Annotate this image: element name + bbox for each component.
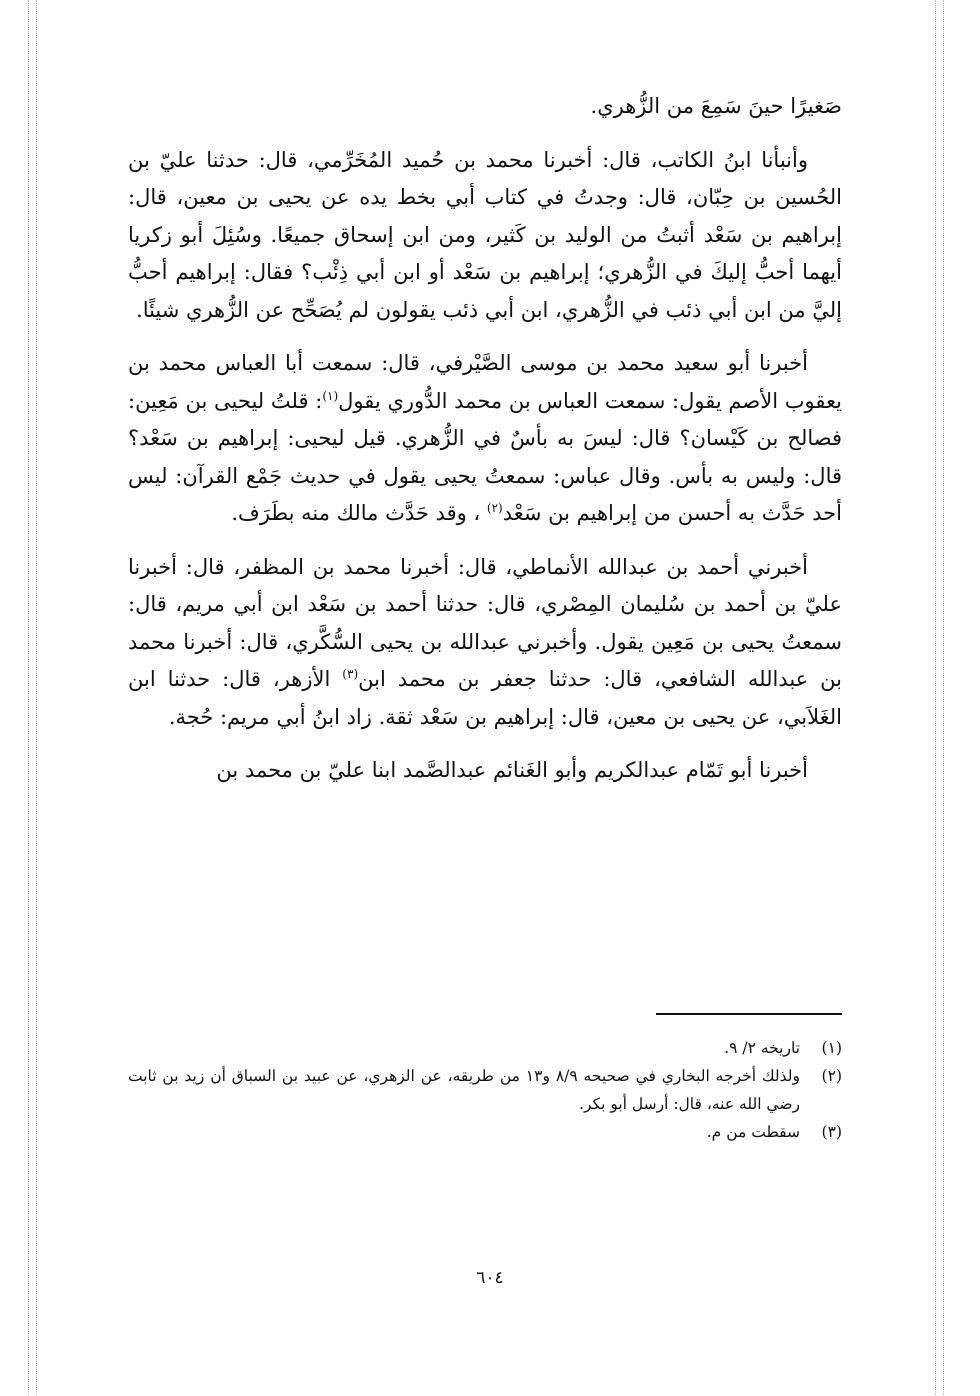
left-margin-guide: [28, 0, 29, 1396]
paragraph-5: أخبرنا أبو تَمّام عبدالكريم وأبو الغَنائم عبدالصَّمد ابنا عليّ بن محمد بن: [216, 758, 808, 782]
left-margin-guide-inner: [36, 0, 37, 1396]
footnote-separator: [656, 1013, 842, 1015]
paragraph-3-part-2: : قلتُ ليحيى بن مَعِين: فصالح بن كَيْسان؟ قال: ليسَ به بأسٌ في الزُّهري. قيل ليحيى: إبراهيم بن سَعْد؟ قال: وليس به بأس. وقال عباس: سمعتُ يحيى يقول في حديث جَمْع القرآن: ليس أحد حَدَّث به أحسن من إبراهيم بن سَعْد: [128, 388, 843, 525]
footnote-3: [128, 1118, 842, 1146]
right-margin-guide-inner: [943, 0, 944, 1396]
footnote-2-text: ولذلك أخرجه البخاري في صحيحه ٨/٩ و١٣ من طريقه، عن الزهري، عن عبيد بن السباق أن زيد بن ثابت رضي الله عنه، قال: أرسل أبو بكر.: [128, 1067, 801, 1113]
footnote-2: [128, 1062, 842, 1118]
footnote-1-text: تاريخه ٢/ ٩.: [724, 1039, 800, 1057]
page-number: ٦٠٤: [476, 1268, 504, 1288]
footnotes: [128, 1034, 842, 1146]
footnote-2-number: (٢): [821, 1067, 842, 1085]
main-text: [128, 88, 842, 806]
paragraph-4: [128, 549, 842, 737]
footnote-3-number: (٣): [821, 1123, 842, 1141]
paragraph-3-part-1: أخبرنا أبو سعيد محمد بن موسى الصَّيْرفي، قال: سمعت أبا العباس محمد بن يعقوب الأصم يقول: سمعت العباس بن محمد الدُّوري يقول: [128, 351, 842, 413]
right-margin-guide: [935, 0, 936, 1396]
footnote-3-text: سقطت من م.: [706, 1123, 800, 1141]
paragraph-1: صَغيرًا حينَ سَمِعَ من الزُّهري.: [590, 94, 842, 118]
paragraph-2: وأنبأنا ابنُ الكاتب، قال: أخبرنا محمد بن حُميد المُخَرِّمي، قال: حدثنا عليّ بن الحُسين بن حِبّان، قال: وجدتُ في كتاب أبي بخط يده عن يحيى بن معين، قال: إبراهيم بن سَعْد أثبتُ من الوليد بن كَثير، ومن ابن إسحاق جميعًا. وسُئِلَ أبو زكريا أيهما أحبُّ إليكَ في الزُّهري؛ إبراهيم بن سَعْد أو ابن أبي ذِئْب؟ فقال: إبراهيم أحبُّ إليَّ من ابن أبي ذئب في الزُّهري، ابن أبي ذئب يقولون لم يُصَحِّح عن الزُّهري شيئًا.: [128, 147, 842, 322]
footnote-1: [128, 1034, 842, 1062]
footnote-marker-3: (٣): [342, 667, 359, 681]
paragraph-3: [128, 345, 842, 533]
footnote-marker-2: (٢): [486, 501, 503, 515]
footnote-1-number: (١): [821, 1039, 842, 1057]
paragraph-4-part-1: أخبرني أحمد بن عبدالله الأنماطي، قال: أخبرنا محمد بن المظفر، قال: أخبرنا عليّ بن أحمد بن سُليمان المِصْري، قال: حدثنا أحمد بن سَعْد ابن أبي مريم، قال: سمعتُ يحيى بن مَعِين يقول. وأخبرني عبدالله بن يحيى السُّكَّري، قال: أخبرنا محمد بن عبدالله الشافعي، قال: حدثنا جعفر بن محمد ابن: [128, 554, 842, 691]
footnote-marker-1: (١): [322, 388, 339, 403]
paragraph-4-part-2: الأزهر، قال: حدثنا ابن الغَلاَبي، عن يحيى بن معين، قال: إبراهيم بن سَعْد ثقة. زاد ابنُ أبي مريم: حُجة.: [128, 667, 842, 729]
paragraph-3-part-3: ، وقد حَدَّث مالك منه بطَرَف.: [231, 501, 481, 525]
